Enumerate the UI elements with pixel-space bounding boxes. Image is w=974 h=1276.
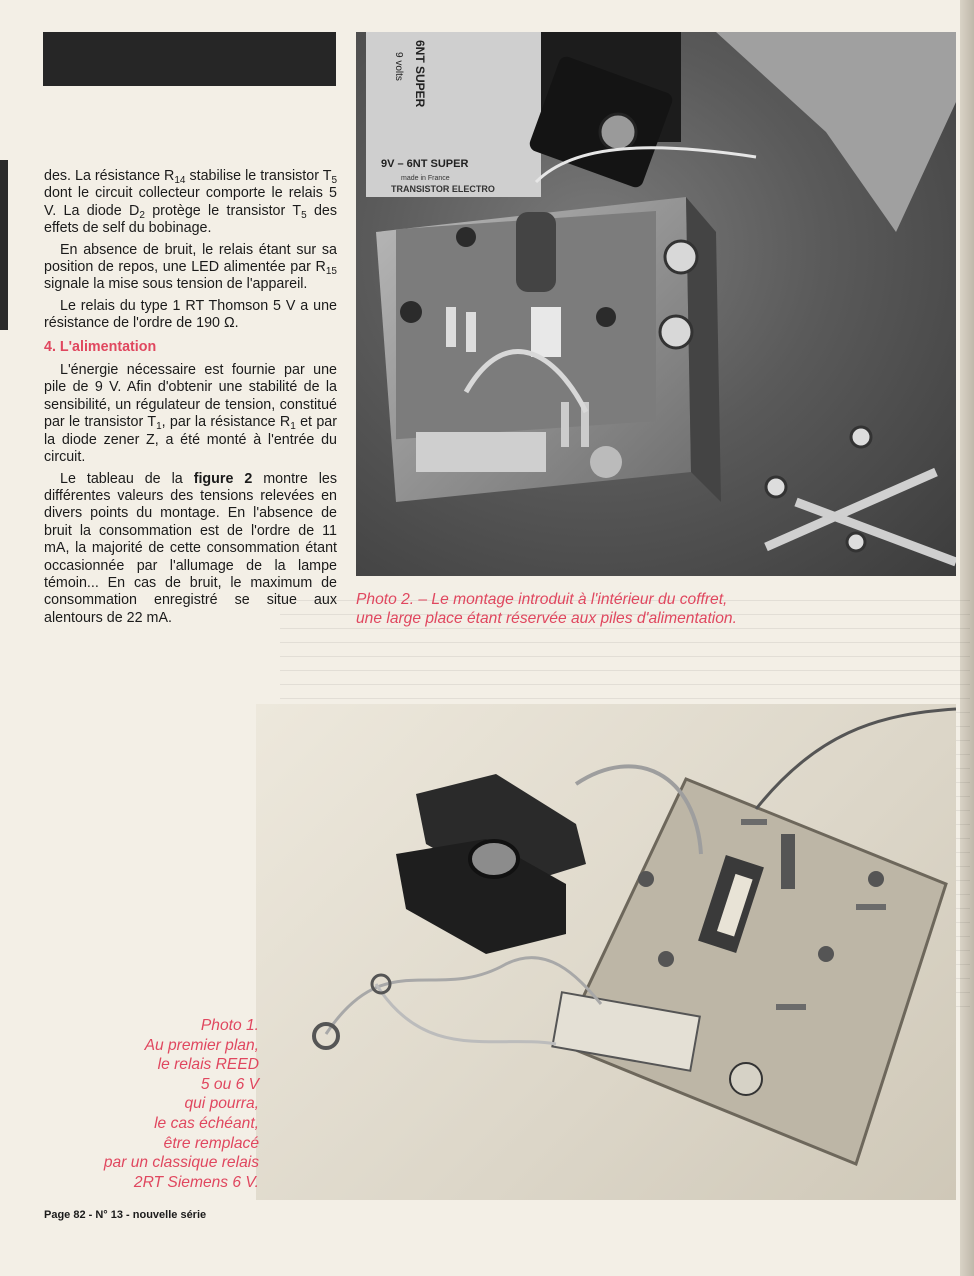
photo-1-caption-line: 5 ou 6 V — [200, 1075, 259, 1093]
case-side — [686, 197, 721, 502]
photo-1-caption-line: le cas échéant, — [154, 1114, 259, 1132]
battery-label-2: made in France — [401, 175, 450, 182]
paragraph-5: Le tableau de la figure 2 montre les différentes valeurs des tensions relevées en divers points du montage. En l'absence de bruit la consommation est de l'ordre de 11 mA, la majorité de cette consommation étant occasionnée par l'allumage de la lampe témoin... En cas de bruit, le maximum de consommation enregistré se situe aux alentours de 22 mA. — [44, 470, 338, 626]
photo-1-caption-line: par un classique relais — [103, 1154, 259, 1172]
pcb — [561, 779, 946, 1164]
photo-2-caption-line: une large place étant réservée aux piles d'alimentation. — [356, 610, 737, 627]
reed-relay-hole — [600, 114, 636, 150]
photo-1-caption-line: être remplacé — [163, 1134, 259, 1152]
jack-2 — [660, 316, 692, 348]
battery-top-label-1: 6NT SUPER — [413, 40, 427, 108]
paragraph-3: Le relais du type 1 RT Thomson 5 V a une résistance de l'ordre de 190 Ω. — [44, 297, 337, 332]
screws — [766, 427, 956, 562]
section-heading: 4. L'alimentation — [44, 338, 157, 355]
photo-1-caption-line: Photo 1. — [200, 1017, 259, 1034]
photo-1-caption-line: 2RT Siemens 6 V. — [133, 1173, 259, 1191]
paragraph-1: des. La résistance $R_{14}$ stabilise le transistor $T_5$ dont le circuit collecteur comporte le relais 5 V. La diode $D_2$ protège le transistor $T_5$ des effets de self du bobinage. — [44, 168, 338, 237]
wire-d — [376, 984, 556, 1044]
reed-relay-blocks — [396, 774, 586, 954]
photo-2-circuit-in-case — [356, 32, 956, 576]
page-footer: Page 82 - N° 13 - nouvelle série — [44, 1209, 207, 1221]
lug-terminal — [314, 1024, 338, 1048]
photo-2-caption — [356, 590, 836, 628]
paragraph-4: L'énergie nécessaire est fournie par une pile de 9 V. Afin d'obtenir une stabilité de la sensibilité, un régulateur de tension, constitué par le transistor $T_1$, par la résistance $R_1$ et par la diode zener Z, a été monté à l'entrée du circuit. — [44, 362, 338, 466]
left-margin-mark — [0, 160, 8, 330]
photo-1-caption — [36, 1016, 259, 1192]
battery-top-label-2: 9 volts — [393, 52, 404, 81]
photo-1-caption-line: Au premier plan, — [144, 1036, 259, 1054]
battery-label-3: TRANSISTOR ELECTRO — [391, 184, 495, 194]
photo-1-caption-line: qui pourra, — [184, 1095, 259, 1113]
wire-b — [756, 709, 956, 809]
jack-1 — [665, 241, 697, 273]
photo-2-caption-line: Photo 2. – Le montage introduit à l'intérieur du coffret, — [356, 591, 728, 608]
paragraph-2: En absence de bruit, le relais étant sur sa position de repos, une LED alimentée par $R_{15}$ signale la mise sous tension de l'appareil. — [44, 241, 337, 293]
paper-triangle — [716, 32, 956, 232]
text-column — [44, 168, 337, 631]
battery-label-1: 9V – 6NT SUPER — [381, 158, 469, 170]
photo-1-circuit-board — [256, 704, 956, 1200]
header-black-bar — [43, 32, 336, 86]
photo-1-caption-line: le relais REED — [157, 1056, 259, 1074]
battery-pack — [366, 32, 541, 197]
